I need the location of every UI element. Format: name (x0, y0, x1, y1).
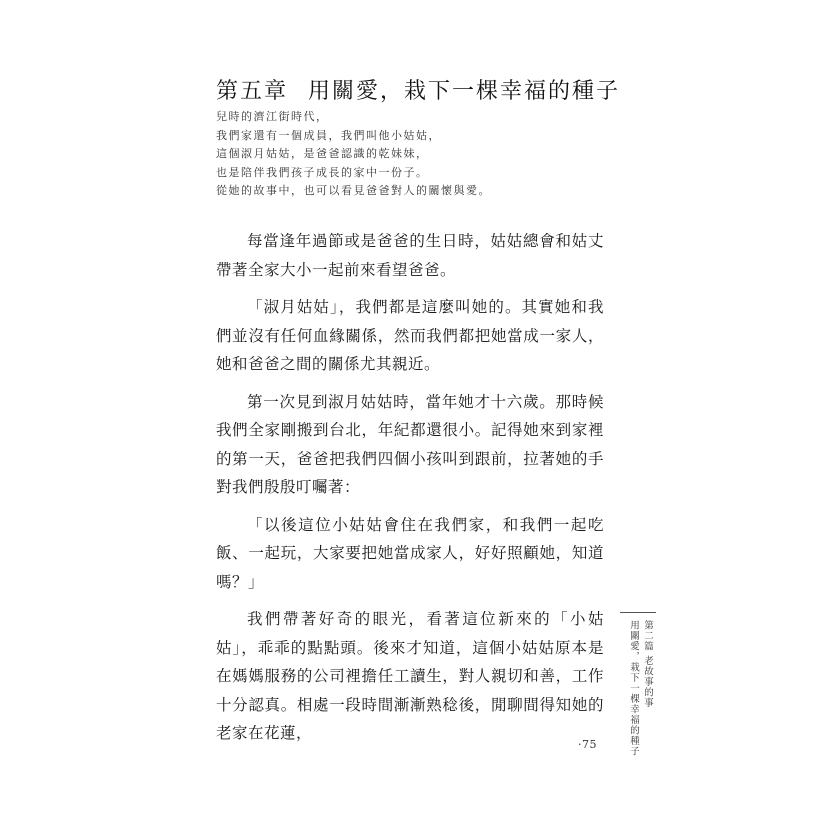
intro-line: 這個淑月姑姑，是爸爸認識的乾妹妹， (216, 147, 429, 160)
running-head-rule (620, 612, 656, 613)
intro-line: 也是陪伴我們孩子成長的家中一份子。 (216, 165, 429, 179)
chapter-number: 第五章 (216, 79, 289, 104)
intro-line: 從她的故事中，也可以看見爸爸對人的關懷與愛。 (216, 184, 491, 197)
paragraph: 我們帶著好奇的眼光，看著這位新來的「小姑姑」，乖乖的點點頭。後來才知道，這個小姑姑原本是在媽媽服務的公司裡擔任工讀生，對人親切和善，工作十分認真。相處一段時間漸漸熟稔後，閒聊間得知她的老家在花蓮， (216, 610, 604, 742)
paragraph: 第一次見到淑月姑姑時，當年她才十六歲。那時候我們全家剛搬到台北，年紀都還很小。記得她來到家裡的第一天，爸爸把我們四個小孩叫到跟前，拉著她的手對我們殷殷叮囑著： (216, 392, 604, 496)
paragraph: 「淑月姑姑」，我們都是這麼叫她的。其實她和我們並沒有任何血緣關係，然而我們都把她當成一家人，她和爸爸之間的關係尤其親近。 (216, 298, 604, 373)
quote-paragraph: 「以後這位小姑姑會住在我們家，和我們一起吃飯、一起玩，大家要把她當成家人，好好照顧她，知道嗎？」 (216, 515, 604, 591)
page-number: ·75 (578, 738, 597, 751)
running-head (616, 612, 658, 757)
chapter-title: 用關愛，栽下一棵幸福的種子 (308, 79, 621, 104)
running-head-chapter: 用關愛，栽下一棵幸福的種子 (628, 620, 639, 757)
body-text (216, 227, 604, 757)
running-head-part: 第二篇 老故事的事 (642, 620, 653, 709)
chapter-heading (216, 74, 620, 105)
paragraph: 每當逢年過節或是爸爸的生日時，姑姑總會和姑丈帶著全家大小一起前來看望爸爸。 (216, 232, 604, 279)
intro-line: 兒時的濟江街時代， (216, 110, 329, 123)
intro-line: 我們家還有一個成員，我們叫他小姑姑， (216, 128, 441, 142)
chapter-intro (216, 108, 491, 201)
